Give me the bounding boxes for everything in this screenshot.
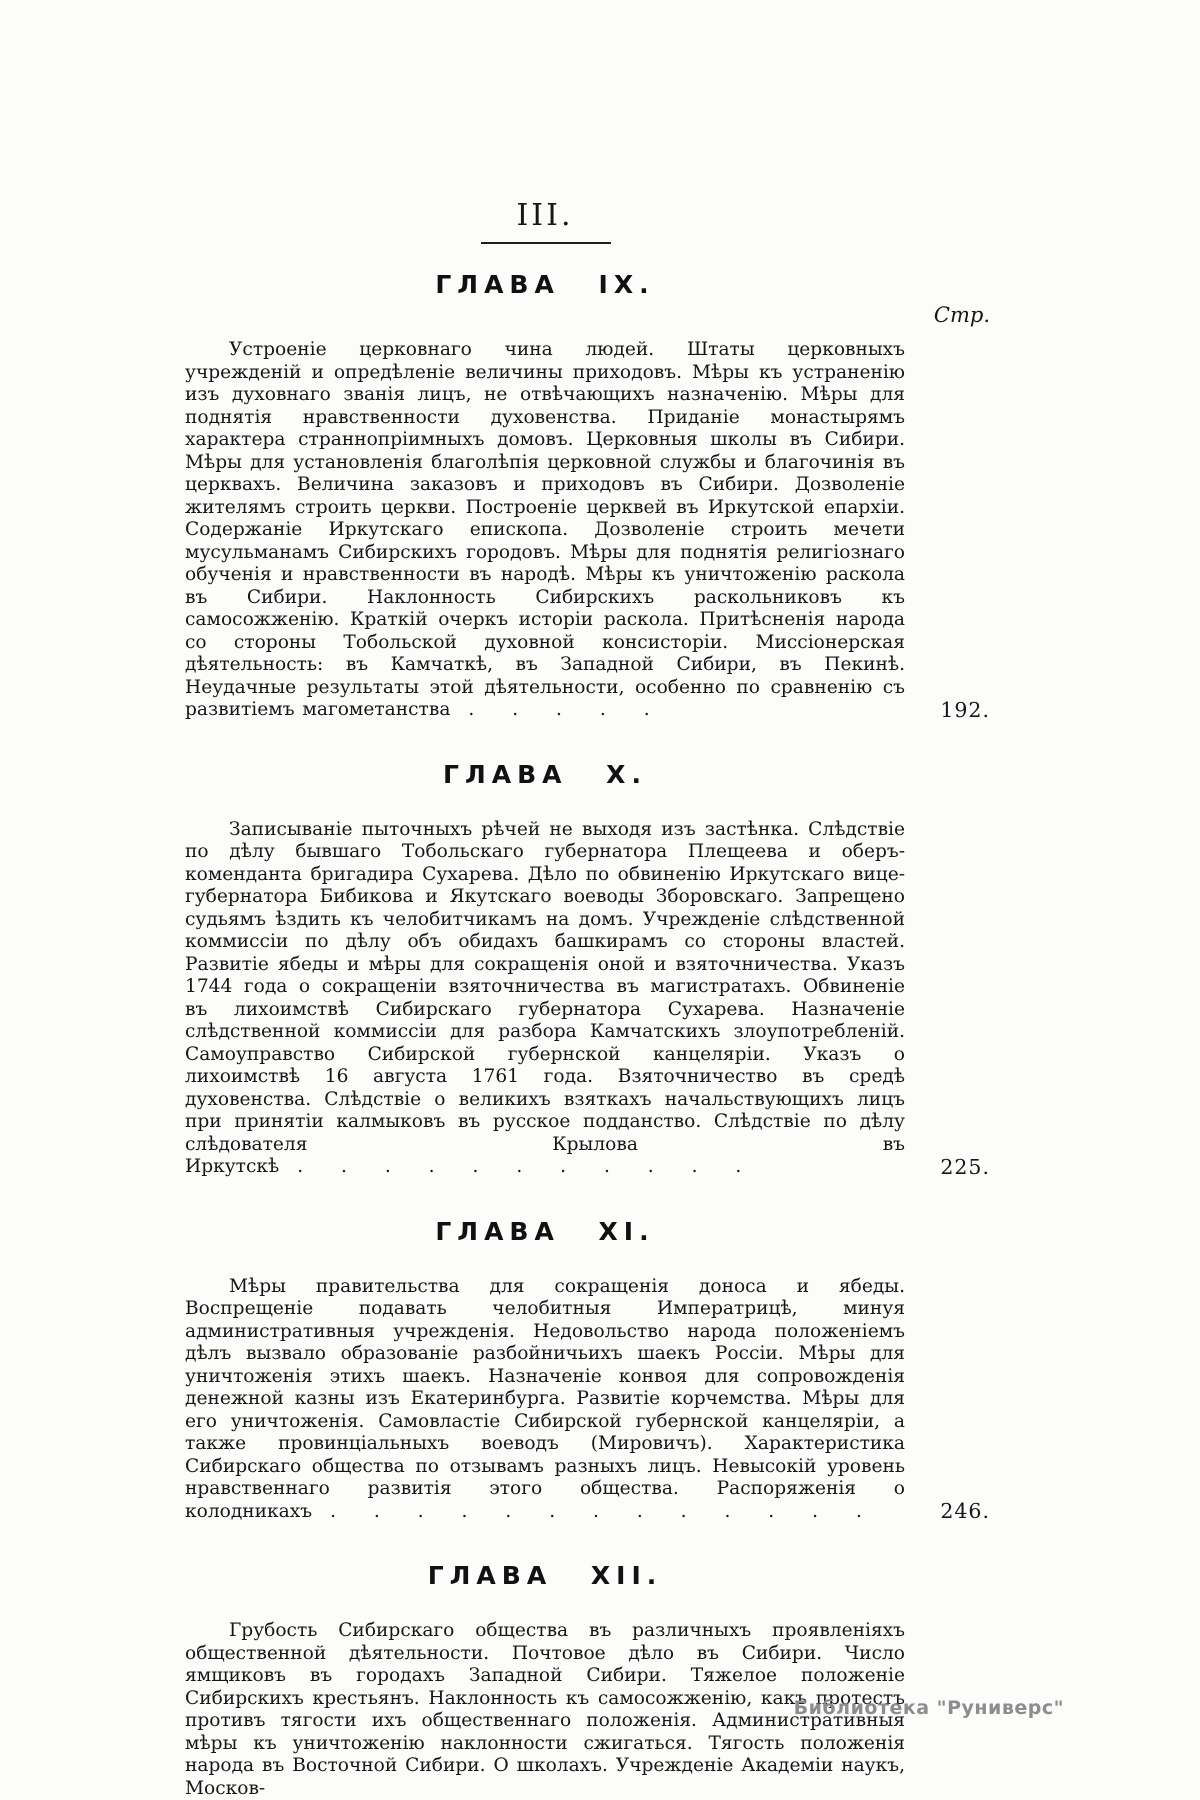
page-number: 192.: [940, 697, 990, 722]
page-number: 246.: [940, 1499, 990, 1523]
chapter-summary: Устроеніе церковнаго чина людей. Штаты церковныхъ учрежденій и опредѣленіе величины приходовъ. Мѣры къ устраненію изъ духовнаго званія лицъ, не отвѣчающихъ назначенію. Мѣры для поднятія нравственности духовенства. Приданіе монастырямъ характера страннопріимныхъ домовъ. Церковныя школы въ Сибири. Мѣры для установленія благолѣпія церковной службы и благочинія въ церквахъ. Величина заказовъ и приходовъ въ Сибири. Дозволеніе жителямъ строить церкви. Построеніе церквей въ Иркутской епархіи. Содержаніе Иркутскаго епископа. Дозволеніе строить мечети мусульманамъ Сибирскихъ городовъ. Мѣры для поднятія религіознаго обученія и нравственности въ народѣ. Мѣры къ уничтоженію раскола въ Сибири. Наклонность Сибирскихъ раскольниковъ къ самосожженію. Краткій очеркъ исторіи раскола. Притѣсненія народа со стороны Тобольской духовной консисторіи. Миссіонерская дѣятельность: въ Камчаткѣ, въ Западной Сибири, въ Пекинѣ. Неудачные результаты этой дѣятельности, особенно по сравненію съ развитіемъ магометанства: [185, 339, 905, 720]
folio-divider-rule: [481, 242, 611, 244]
toc-chapter-xii: [185, 1561, 990, 1800]
library-watermark: Библиотека "Руниверс": [793, 1697, 1064, 1719]
toc-chapter-ix: [185, 270, 990, 722]
leader-dots: . . . . . . . . . . . . .: [330, 1500, 863, 1522]
chapter-heading: ГЛАВА X.: [443, 759, 647, 789]
chapter-heading: ГЛАВА XI.: [435, 1216, 655, 1246]
leader-dots: . . . . .: [468, 699, 651, 720]
chapter-summary-paragraph: [185, 1276, 905, 1524]
chapter-summary-paragraph: [185, 819, 905, 1179]
page-column-header: Стр.: [933, 303, 990, 327]
chapter-entry: [185, 819, 990, 1179]
chapter-entry: [185, 339, 990, 722]
chapter-summary-paragraph: [185, 339, 905, 722]
chapter-entry: [185, 1276, 990, 1524]
chapter-summary: Грубость Сибирскаго общества въ различныхъ проявленіяхъ общественной дѣятельности. Почтовое дѣло въ Сибири. Число ямщиковъ въ городахъ Западной Сибири. Тяжелое положеніе Сибирскихъ крестьянъ. Наклонность къ самосожженію, какъ протестъ противъ тягости ихъ общественнаго положенія. Административныя мѣры къ уничтоженію наклонности сжигаться. Тягость положенія народа въ Восточной Сибири. О школахъ. Учрежденіе Академіи наукъ, Москов-: [185, 1620, 905, 1799]
page-folio: III.: [516, 198, 574, 233]
chapter-heading: ГЛАВА XII.: [427, 1561, 663, 1590]
text-block: [185, 0, 990, 1800]
chapter-summary: Мѣры правительства для сокращенія доноса и ябеды. Воспрещеніе подавать челобитныя Императрицѣ, минуя административныя учрежденія. Недовольство народа положеніемъ дѣлъ вызвало образованіе разбойничьихъ шаекъ Россіи. Мѣры для уничтоженія этихъ шаекъ. Назначеніе конвоя для сопровожденія денежной казны изъ Екатеринбурга. Развитіе корчемства. Мѣры для его уничтоженія. Самовластіе Сибирской губернской канцеляріи, а также провинціальныхъ воеводъ (Мировичъ). Характеристика Сибирскаго общества по отзывамъ разныхъ лицъ. Невысокій уровень нравственнаго развитія этого общества. Распоряженія о колодникахъ: [185, 1275, 905, 1522]
page-number: 225.: [940, 1154, 990, 1179]
toc-chapter-x: [185, 760, 990, 1179]
chapter-heading: ГЛАВА IX.: [435, 270, 655, 299]
toc-chapter-xi: [185, 1217, 990, 1524]
leader-dots: . . . . . . . . . . .: [297, 1156, 743, 1177]
chapter-summary: Записываніе пыточныхъ рѣчей не выходя изъ застѣнка. Слѣдствіе по дѣлу бывшаго Тобольскаго губернатора Плещеева и оберъ-коменданта бригадира Сухарева. Дѣло по обвиненію Иркутскаго вице-губернатора Бибикова и Якутскаго воеводы Зборовскаго. Запрещено судьямъ ѣздить къ челобитчикамъ на домъ. Учрежденіе слѣдственной коммиссіи по дѣлу объ обидахъ башкирамъ со стороны властей. Развитіе ябеды и мѣры для сокращенія оной и взяточничества. Указъ 1744 года о сокращеніи взяточничества въ магистратахъ. Обвиненіе въ лихоимствѣ Сибирскаго губернатора Сухарева. Назначеніе слѣдственной коммиссіи для разбора Камчатскихъ злоупотребленій. Самоуправство Сибирской губернской канцеляріи. Указъ о лихоимствѣ 16 августа 1761 года. Взяточничество въ средѣ духовенства. Слѣдствіе о великихъ взяткахъ начальствующихъ лицъ при принятіи калмыковъ въ русское подданство. Слѣдствіе по дѣлу слѣдователя Крылова въ Иркутскѣ: [185, 818, 905, 1177]
